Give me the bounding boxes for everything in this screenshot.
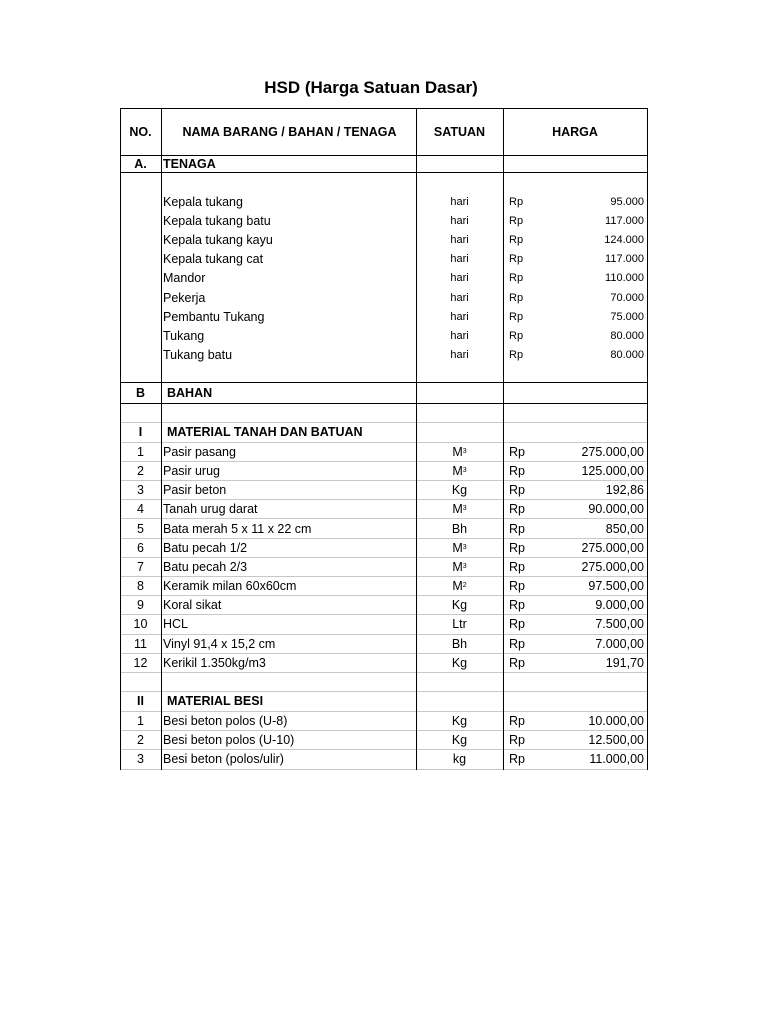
section-title: MATERIAL BESI	[167, 694, 264, 709]
item-name: Besi beton polos (U-8)	[163, 714, 288, 729]
table-row	[120, 481, 647, 499]
currency-label: Rp	[509, 272, 524, 285]
unit-cell: M 3	[452, 463, 467, 478]
table-row	[120, 615, 647, 633]
spacer-row	[120, 404, 647, 422]
currency-label: Rp	[509, 502, 525, 517]
section-title: MATERIAL TANAH DAN BATUAN	[167, 425, 363, 440]
item-name: Batu pecah 1/2	[163, 540, 248, 555]
unit-cell	[416, 269, 503, 288]
unit-cell	[416, 654, 503, 672]
currency-label: Rp	[509, 559, 525, 574]
item-name: Pasir beton	[163, 483, 227, 498]
unit-cell	[416, 288, 503, 307]
item-name: Pekerja	[163, 290, 206, 305]
unit-text: hari	[450, 233, 469, 246]
item-name: Kepala tukang cat	[163, 252, 264, 267]
item-name: Kerikil 1.350kg/m3	[163, 655, 266, 670]
unit-cell	[416, 712, 503, 730]
table-row	[120, 250, 647, 269]
item-number: 6	[137, 540, 144, 555]
header-satuan: SATUAN	[433, 125, 486, 139]
table-row	[120, 731, 647, 749]
item-name: Tukang batu	[163, 348, 233, 363]
currency-label: Rp	[509, 349, 524, 362]
item-number: 2	[137, 463, 144, 478]
table-row	[120, 307, 647, 326]
unit-cell	[416, 346, 503, 365]
section-title: TENAGA	[163, 157, 216, 171]
unit-text: Kg	[451, 598, 468, 613]
header-row	[120, 109, 647, 155]
unit-text: hari	[450, 195, 469, 208]
section-row	[120, 692, 647, 711]
table-row	[120, 326, 647, 345]
table-row	[120, 269, 647, 288]
currency-label: Rp	[509, 233, 524, 246]
section-number: B	[135, 385, 146, 400]
currency-label: Rp	[509, 214, 524, 227]
unit-cell	[416, 481, 503, 499]
unit-cell: M 3	[452, 540, 467, 555]
unit-cell	[416, 307, 503, 326]
item-price: 95.000	[610, 195, 644, 208]
item-number: 11	[134, 636, 147, 651]
table-row	[120, 443, 647, 461]
unit-cell	[416, 596, 503, 614]
currency-label: Rp	[509, 617, 525, 632]
unit-cell	[416, 326, 503, 345]
unit-cell: M 3	[452, 559, 467, 574]
unit-cell	[416, 750, 503, 768]
table-row	[120, 519, 647, 537]
unit-cell	[416, 230, 503, 249]
item-price: 12.500,00	[588, 733, 644, 748]
row-gridline	[120, 769, 647, 770]
table-row	[120, 558, 647, 576]
unit-cell	[416, 250, 503, 269]
item-name: Pasir urug	[163, 463, 220, 478]
item-price: 11.000,00	[589, 752, 644, 767]
currency-label: Rp	[509, 579, 525, 594]
item-price: 125.000,00	[581, 463, 644, 478]
item-price: 97.500,00	[588, 579, 644, 594]
header-name: NAMA BARANG / BAHAN / TENAGA	[182, 125, 397, 139]
currency-label: Rp	[509, 195, 524, 208]
item-price: 10.000,00	[588, 714, 644, 729]
unit-text: M	[452, 579, 463, 594]
currency-label: Rp	[509, 752, 525, 767]
item-price: 124.000	[604, 233, 644, 246]
currency-label: Rp	[509, 329, 524, 342]
item-number: 5	[137, 521, 144, 536]
table-row	[120, 539, 647, 557]
column-border	[503, 108, 504, 770]
item-name: Besi beton (polos/ulir)	[163, 752, 284, 767]
section-number: I	[138, 425, 143, 440]
item-number: 1	[137, 444, 144, 459]
table-row	[120, 712, 647, 730]
item-name: Besi beton polos (U-10)	[163, 733, 295, 748]
header-harga: HARGA	[552, 125, 598, 139]
unit-text: M	[452, 463, 463, 478]
spacer-row	[120, 673, 647, 691]
item-name: Kepala tukang kayu	[163, 232, 273, 247]
table-row	[120, 500, 647, 518]
item-price: 75.000	[610, 310, 644, 323]
item-price: 192,86	[605, 483, 644, 498]
unit-text: Bh	[451, 636, 468, 651]
unit-text: hari	[450, 329, 469, 342]
item-price: 70.000	[610, 291, 644, 304]
unit-text: hari	[450, 253, 469, 266]
item-name: Vinyl 91,4 x 15,2 cm	[163, 636, 276, 651]
item-price: 9.000,00	[595, 598, 644, 613]
unit-text: M	[452, 540, 463, 555]
item-price: 80.000	[610, 349, 644, 362]
table-row	[120, 230, 647, 249]
currency-label: Rp	[509, 540, 525, 555]
section-row	[120, 423, 647, 442]
item-name: Kepala tukang	[163, 194, 243, 209]
item-price: 191,70	[605, 655, 644, 670]
table-row	[120, 596, 647, 614]
header-no: NO.	[129, 125, 152, 139]
unit-text: Kg	[451, 733, 468, 748]
currency-label: Rp	[509, 598, 525, 613]
table-row	[120, 577, 647, 595]
unit-text: Kg	[451, 483, 468, 498]
unit-text: M	[452, 559, 463, 574]
table-row	[120, 192, 647, 211]
column-border	[161, 108, 162, 770]
spacer-row	[120, 365, 647, 382]
item-number: 3	[137, 483, 144, 498]
unit-text: Kg	[451, 714, 468, 729]
unit-cell: M 2	[452, 579, 467, 594]
item-name: Bata merah 5 x 11 x 22 cm	[163, 521, 312, 536]
currency-label: Rp	[509, 733, 525, 748]
section-row	[120, 156, 647, 172]
currency-label: Rp	[509, 636, 525, 651]
unit-cell: M 3	[452, 444, 467, 459]
item-name: Tukang	[163, 328, 205, 343]
item-price: 275.000,00	[581, 540, 644, 555]
price-table	[120, 108, 647, 770]
unit-text: M	[452, 502, 463, 517]
table-row	[120, 346, 647, 365]
item-number: 4	[137, 502, 144, 517]
currency-label: Rp	[509, 483, 525, 498]
unit-text: Bh	[451, 521, 468, 536]
currency-label: Rp	[509, 291, 524, 304]
item-price: 80.000	[610, 329, 644, 342]
item-name: Tanah urug darat	[163, 502, 258, 517]
table-row	[120, 750, 647, 768]
item-price: 110.000	[605, 272, 644, 285]
table-row	[120, 654, 647, 672]
currency-label: Rp	[509, 444, 525, 459]
item-number: 9	[137, 598, 144, 613]
item-name: HCL	[163, 617, 189, 632]
unit-text: hari	[450, 214, 469, 227]
item-number: 3	[137, 752, 144, 767]
item-price: 117.000	[605, 253, 644, 266]
spacer-row	[120, 173, 647, 192]
column-border	[416, 108, 417, 770]
item-price: 7.500,00	[595, 617, 644, 632]
unit-text: M	[452, 444, 463, 459]
table-row	[120, 462, 647, 480]
unit-text: Ltr	[452, 617, 467, 632]
item-name: Mandor	[163, 271, 206, 286]
unit-text: Kg	[451, 655, 468, 670]
section-row	[120, 383, 647, 403]
item-number: 1	[137, 714, 144, 729]
unit-cell	[416, 731, 503, 749]
item-price: 90.000,00	[588, 502, 644, 517]
currency-label: Rp	[509, 310, 524, 323]
table-row	[120, 288, 647, 307]
currency-label: Rp	[509, 521, 525, 536]
currency-label: Rp	[509, 463, 525, 478]
unit-text: hari	[450, 349, 469, 362]
item-number: 12	[133, 655, 148, 670]
unit-cell: M 3	[452, 502, 467, 517]
unit-cell	[416, 615, 503, 633]
item-price: 275.000,00	[581, 559, 644, 574]
currency-label: Rp	[509, 655, 525, 670]
item-name: Koral sikat	[163, 598, 222, 613]
item-price: 850,00	[605, 521, 644, 536]
unit-cell	[416, 635, 503, 653]
item-name: Kepala tukang batu	[163, 213, 271, 228]
unit-text: hari	[450, 291, 469, 304]
item-price: 275.000,00	[581, 444, 644, 459]
item-name: Pasir pasang	[163, 444, 236, 459]
unit-text: hari	[450, 272, 469, 285]
item-price: 117.000	[605, 214, 644, 227]
item-name: Pembantu Tukang	[163, 309, 265, 324]
item-number: 2	[137, 733, 144, 748]
unit-text: hari	[450, 310, 469, 323]
section-title: BAHAN	[167, 385, 213, 400]
item-name: Batu pecah 2/3	[163, 559, 248, 574]
item-number: 8	[137, 579, 144, 594]
item-number: 7	[137, 559, 144, 574]
unit-cell	[416, 519, 503, 537]
section-number: A.	[134, 157, 147, 171]
unit-cell	[416, 192, 503, 211]
item-name: Keramik milan 60x60cm	[163, 579, 297, 594]
section-number: II	[137, 694, 144, 709]
item-price: 7.000,00	[595, 636, 644, 651]
currency-label: Rp	[509, 714, 525, 729]
currency-label: Rp	[509, 253, 524, 266]
table-row	[120, 211, 647, 230]
unit-cell	[416, 211, 503, 230]
unit-text: kg	[452, 752, 467, 767]
column-border	[647, 108, 648, 770]
table-row	[120, 635, 647, 653]
item-number: 10	[133, 617, 148, 632]
page-title: HSD (Harga Satuan Dasar)	[264, 78, 478, 97]
column-border	[120, 108, 121, 770]
